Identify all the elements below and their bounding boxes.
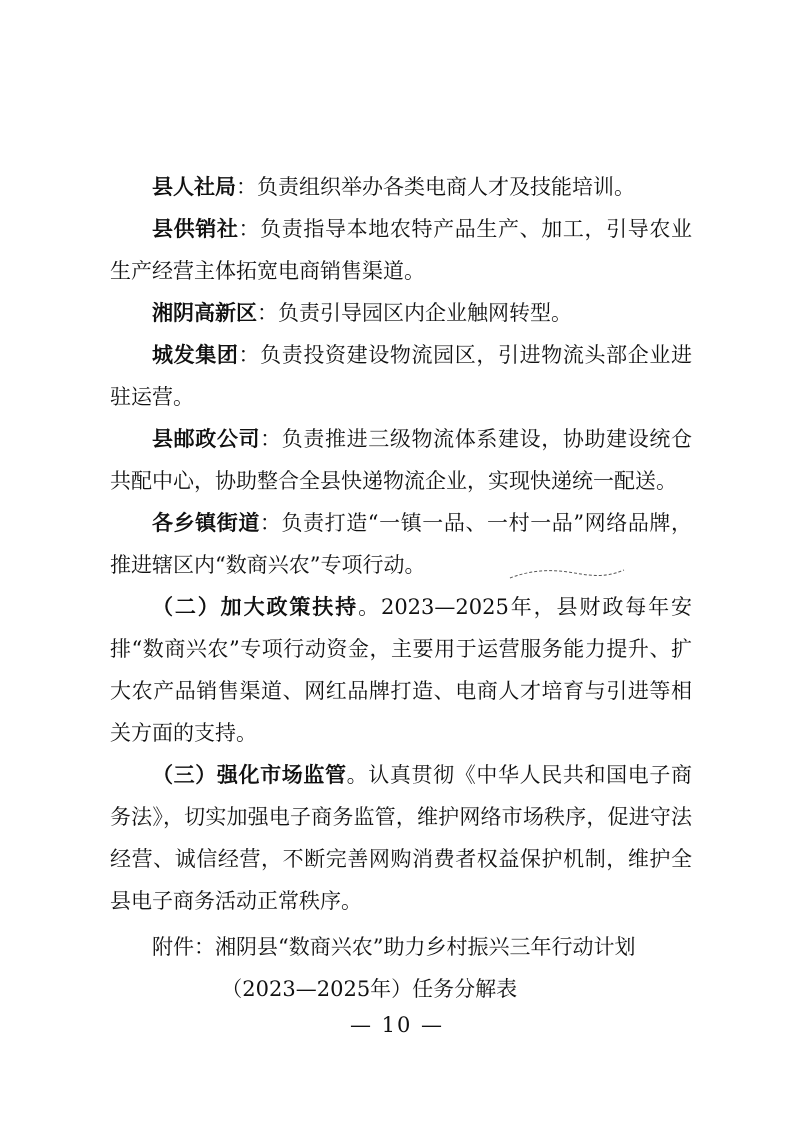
section-heading: （二）加大政策扶持	[152, 594, 359, 619]
paragraph-county-hr-bureau	[110, 166, 692, 208]
paragraph-lead: 县供销社	[152, 216, 239, 241]
paragraph-lead: 城发集团	[152, 342, 239, 367]
paragraph-lead: 县人社局	[152, 174, 236, 199]
section-heading: （三）强化市场监管	[152, 762, 347, 787]
paragraph-lead: 各乡镇街道	[152, 510, 260, 535]
paragraph-county-post	[110, 418, 692, 502]
paragraph-text: ：负责指导本地农特产品生产、加工，引导农业生产经营主体拓宽电商销售渠道。	[110, 217, 692, 283]
paragraph-text: ：负责投资建设物流园区，引进物流头部企业进驻运营。	[110, 343, 692, 409]
page-number: — 10 —	[349, 1013, 445, 1037]
paragraph-text: 。2023—2025年，县财政每年安排“数商兴农”专项行动资金，主要用于运营服务能力提升、扩大农产品销售渠道、网红品牌打造、电商人才培育与引进等相关方面的支持。	[110, 595, 693, 745]
paragraph-high-tech-zone	[110, 292, 692, 334]
paragraph-text: ：负责推进三级物流体系建设，协助建设统仓共配中心，协助整合全县快递物流企业，实现快递统一配送。	[110, 427, 692, 493]
attachment-line-1: 附件：湘阴县“数商兴农”助力乡村振兴三年行动计划	[152, 935, 636, 959]
paragraph-text: 。认真贯彻《中华人民共和国电子商务法》，切实加强电子商务监管，维护网络市场秩序，促进守法经营、诚信经营，不断完善网购消费者权益保护机制，维护全县电子商务活动正常秩序。	[110, 763, 692, 913]
paragraph-policy-support	[110, 586, 692, 754]
paragraph-lead: 湘阴高新区	[152, 300, 257, 325]
body-text	[110, 166, 692, 922]
paragraph-text: ：负责打造“一镇一品、一村一品”网络品牌，推进辖区内“数商兴农”专项行动。	[110, 511, 692, 577]
paragraph-market-supervision	[110, 754, 692, 922]
paragraph-text: ：负责引导园区内企业触网转型。	[257, 301, 572, 325]
paragraph-lead: 县邮政公司	[152, 426, 261, 451]
attachment-note	[110, 926, 710, 1010]
attachment-line-2: （2023—2025年）任务分解表	[221, 977, 518, 1001]
paragraph-urban-development-group	[110, 334, 692, 418]
paragraph-supply-marketing-coop	[110, 208, 692, 292]
paragraph-text: ：负责组织举办各类电商人才及技能培训。	[236, 175, 635, 199]
pen-mark-annotation	[508, 567, 626, 581]
